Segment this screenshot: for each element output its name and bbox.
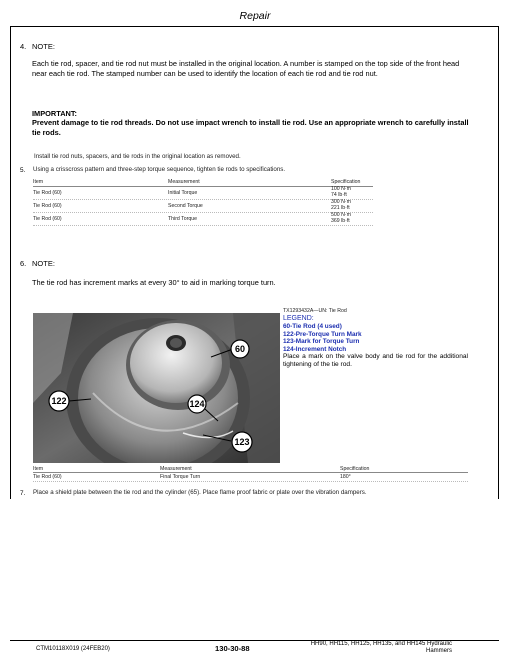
left-border bbox=[10, 27, 11, 499]
table-row-rule bbox=[33, 212, 373, 213]
table-cell-item: Tie Rod (60) bbox=[33, 190, 62, 196]
table-header-measurement: Measurement bbox=[168, 179, 200, 185]
callout-60-label: 60 bbox=[234, 344, 245, 354]
table-cell-spec: 180° bbox=[340, 474, 351, 480]
table-cell-measurement: Final Torque Turn bbox=[160, 474, 201, 480]
table-cell-measurement: Second Torque bbox=[168, 203, 203, 209]
table-header-item: Item bbox=[33, 179, 44, 185]
legend-item: 123-Mark for Torque Turn bbox=[283, 338, 360, 346]
step-6-note-heading: NOTE: bbox=[32, 259, 55, 268]
callout-124-label: 124 bbox=[189, 399, 205, 409]
important-text: Prevent damage to tie rod threads. Do not use impact wrench to install tie rod. Use an appropriate wrench to carefully install tie rods. bbox=[32, 118, 469, 137]
table-header-item: Item bbox=[33, 466, 44, 472]
table-cell-spec-metric: 100 N·m bbox=[331, 186, 351, 192]
footer-doc-id: CTM10118X019 (24FEB20) bbox=[36, 646, 110, 652]
right-border bbox=[498, 27, 499, 499]
page-header-title: Repair bbox=[239, 10, 271, 22]
step-7-number: 7. bbox=[20, 490, 26, 497]
tie-rod-photo bbox=[33, 313, 280, 463]
table-row-rule bbox=[33, 199, 373, 200]
footer-page-number: 130-30-88 bbox=[215, 644, 250, 653]
table-cell-spec-imperial: 74 lb·ft bbox=[331, 192, 347, 198]
legend-list bbox=[283, 323, 362, 353]
step-5-number: 5. bbox=[20, 167, 26, 174]
table-cell-measurement: Initial Torque bbox=[168, 190, 198, 196]
callout-122-label: 122 bbox=[51, 396, 67, 406]
figure-id: TX1293432A—UN: Tie Rod bbox=[283, 308, 347, 314]
step-4-number: 4. bbox=[20, 42, 27, 51]
important-label: IMPORTANT: bbox=[32, 109, 78, 118]
table-cell-item: Tie Rod (60) bbox=[33, 474, 62, 480]
table-cell-spec-metric: 300 N·m bbox=[331, 199, 351, 205]
step-5-text: Using a crisscross pattern and three-step torque sequence, tighten tie rods to specifications. bbox=[33, 166, 286, 173]
footer-title-line: HH90, HH115, HH125, HH135, and HH145 Hydraulic bbox=[310, 641, 452, 647]
legend-item: 122-Pre-Torque Turn Mark bbox=[283, 330, 362, 338]
table-row-rule bbox=[33, 225, 373, 226]
legend-item: 60-Tie Rod (4 used) bbox=[283, 323, 342, 330]
table-row-rule bbox=[33, 481, 468, 482]
table-header-measurement: Measurement bbox=[160, 466, 192, 472]
table-cell-spec-metric: 500 N·m bbox=[331, 212, 351, 218]
install-instruction: Install tie rod nuts, spacers, and tie rods in the original location as removed. bbox=[34, 153, 241, 160]
table-header-specification: Specification bbox=[340, 466, 370, 472]
table-cell-item: Tie Rod (60) bbox=[33, 216, 62, 222]
table-header-rule bbox=[33, 472, 468, 473]
table-cell-spec-imperial: 221 lb·ft bbox=[331, 205, 350, 211]
table-cell-spec-imperial: 369 lb·ft bbox=[331, 218, 350, 224]
callout-123-label: 123 bbox=[234, 437, 250, 447]
legend-instruction: Place a mark on the valve body and tie rod for the additional tightening of the tie rod. bbox=[283, 353, 468, 368]
legend-title: LEGEND: bbox=[283, 315, 314, 322]
footer-title-line: Hammers bbox=[425, 648, 452, 654]
step-4-note-heading: NOTE: bbox=[32, 42, 55, 51]
table-cell-measurement: Third Torque bbox=[168, 216, 198, 222]
step-6-number: 6. bbox=[20, 259, 27, 268]
legend-item: 124-Increment Notch bbox=[283, 345, 347, 353]
table-header-specification: Specification bbox=[331, 179, 361, 185]
step-6-note-body: The tie rod has increment marks at every 30° to aid in marking torque turn. bbox=[32, 278, 276, 287]
step-4-note-body: Each tie rod, spacer, and tie rod nut must be installed in the original location. A number is stamped on the top side of the front head near each tie rod. The stamped number can be used to identify the location of each tie rod and tie rod nut. bbox=[32, 59, 460, 78]
table-cell-item: Tie Rod (60) bbox=[33, 203, 62, 209]
table-header-rule bbox=[33, 186, 373, 187]
footer-title bbox=[294, 641, 452, 655]
header-rule bbox=[10, 26, 499, 27]
step-7-text: Place a shield plate between the tie rod and the cylinder (65). Place flame proof fabric or plate over the vibration dampers. bbox=[33, 489, 367, 496]
